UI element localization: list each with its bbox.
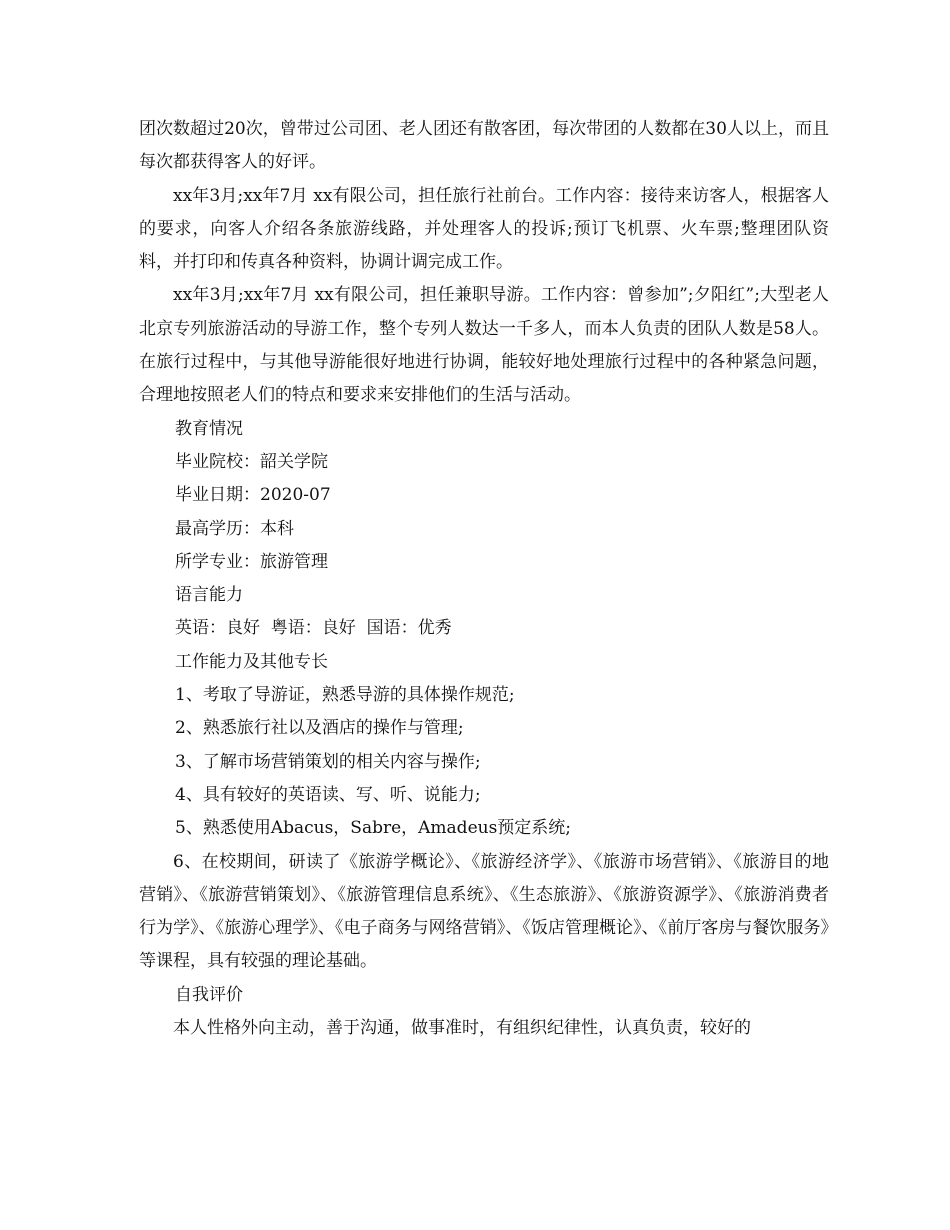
skill-item-1: 1、考取了导游证，熟悉导游的具体操作规范; [175, 685, 515, 706]
education-school: 毕业院校：韶关学院 [175, 451, 328, 472]
education-degree: 最高学历：本科 [175, 518, 294, 539]
skill-item-5: 5、熟悉使用Abacus，Sabre，Amadeus预定系统; [175, 818, 572, 839]
skill-item-3: 3、了解市场营销策划的相关内容与操作; [175, 751, 481, 772]
document-text [139, 113, 829, 1045]
skill-item-2: 2、熟悉旅行社以及酒店的操作与管理; [175, 718, 464, 739]
education-graduation-date: 毕业日期：2020-07 [175, 485, 331, 506]
paragraph-self-evaluation: 本人性格外向主动，善于沟通，做事准时，有组织纪律性，认真负责，较好的 [173, 1018, 751, 1039]
skill-item-4: 4、具有较好的英语读、写、听、说能力; [175, 784, 481, 805]
paragraph-experience-summary: 团次数超过20次，曾带过公司团、老人团还有散客团，每次带团的人数都在30人以上，而且每次都获得客人的好评。 [139, 119, 829, 173]
education-major: 所学专业：旅游管理 [175, 551, 328, 572]
paragraph-part-time-guide-job: xx年3月;xx年7月 xx有限公司，担任兼职导游。工作内容：曾参加”;夕阳红”;大型老人北京专列旅游活动的导游工作，整个专列人数达一千多人，而本人负责的团队人数是58人。在旅行过程中，与其他导游能很好地进行协调，能较好地处理旅行过程中的各种紧急问题，合理地按照老人们的特点和要求来安排他们的生活与活动。 [139, 285, 829, 406]
skill-item-6-courses: 6、在校期间，研读了《旅游学概论》、《旅游经济学》、《旅游市场营销》、《旅游目的地营销》、《旅游营销策划》、《旅游管理信息系统》、《生态旅游》、《旅游资源学》、《旅游消费者行为学》、《旅游心理学》、《电子商务与网络营销》、《饭店管理概论》、《前厅客房与餐饮服务》等课程，具有较强的理论基础。 [139, 851, 829, 972]
heading-education: 教育情况 [175, 418, 243, 439]
heading-work-skills: 工作能力及其他专长 [175, 651, 328, 672]
language-skills-line: 英语：良好 粤语：良好 国语：优秀 [175, 618, 452, 639]
paragraph-front-desk-job: xx年3月;xx年7月 xx有限公司，担任旅行社前台。工作内容：接待来访客人，根据客人的要求，向客人介绍各条旅游线路，并处理客人的投诉;预订飞机票、火车票;整理团队资料，并打印和传真各种资料，协调计调完成工作。 [139, 185, 829, 273]
heading-language-skills: 语言能力 [175, 585, 243, 606]
heading-self-evaluation: 自我评价 [175, 984, 243, 1005]
